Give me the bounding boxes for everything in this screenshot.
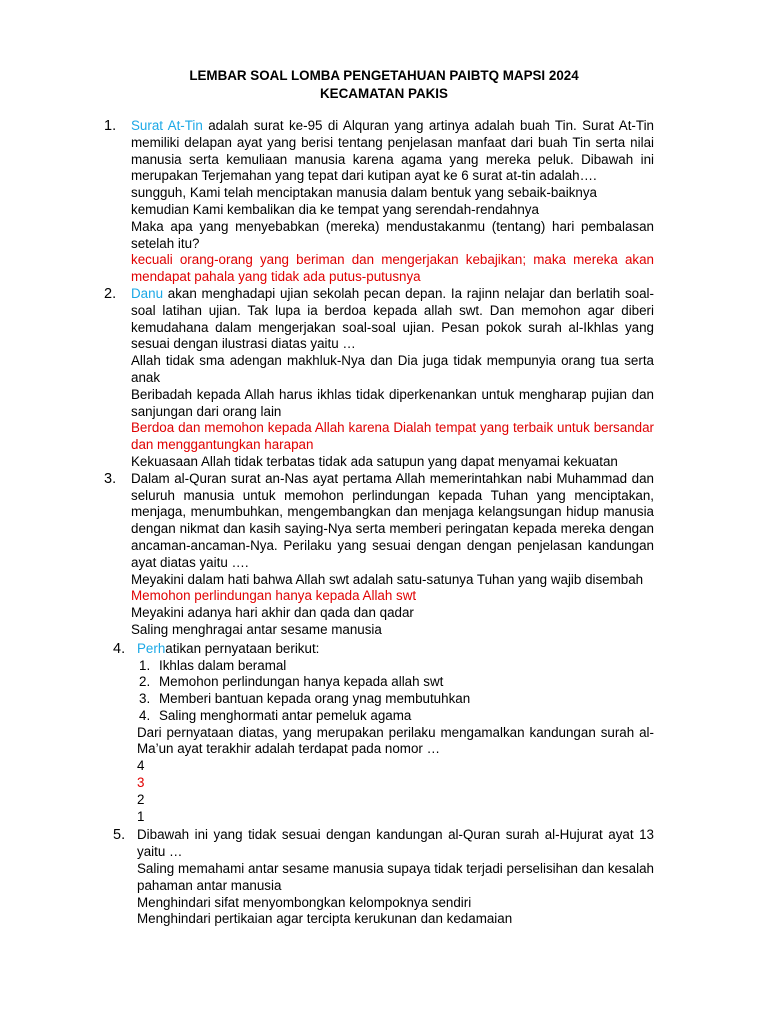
question-4: [104, 641, 654, 826]
question-prompt: Dari pernyataan diatas, yang merupakan perilaku mengamalkan kandungan surah al-Ma’un ayat terakhir adalah terdapat pada nomor …: [137, 724, 654, 757]
question-number: 1.: [104, 118, 117, 134]
question-text: Dibawah ini yang tidak sesuai dengan kandungan al-Quran surah al-Hujurat ayat 13 yaitu …: [137, 827, 654, 860]
option: Menghindari sifat menyombongkan kelompoknya sendiri: [137, 894, 472, 910]
option: Saling memahami antar sesame manusia supaya tidak terjadi perselisihan dan kesalah pahaman antar manusia: [137, 861, 654, 893]
option: 4: [137, 758, 145, 774]
question-number: 4.: [113, 640, 126, 657]
option: Meyakini dalam hati bahwa Allah swt adalah satu-satunya Tuhan yang wajib disembah: [131, 571, 644, 587]
question-5: [104, 827, 654, 928]
option: kemudian Kami kembalikan dia ke tempat yang serendah-rendahnya: [131, 201, 539, 217]
option: 1: [137, 808, 145, 824]
statement: 2. Memohon perlindungan hanya kepada allah swt: [139, 674, 444, 690]
option-correct: 3: [137, 775, 145, 791]
highlighted-term: Perh: [137, 640, 166, 656]
option: Meyakini adanya hari akhir dan qada dan qadar: [131, 605, 414, 621]
option-correct: Berdoa dan memohon kepada Allah karena Dialah tempat yang terbaik untuk bersandar dan menggantungkan harapan: [131, 420, 654, 453]
option: Maka apa yang menyebabkan (mereka) mendustakanmu (tentang) hari pembalasan setelah itu?: [131, 218, 654, 251]
option: 2: [137, 791, 145, 807]
option: Beribadah kepada Allah harus ikhlas tidak diperkenankan untuk mengharap pujian dan sanjungan dari orang lain: [131, 386, 654, 419]
document-title: [0, 67, 768, 102]
option: sungguh, Kami telah menciptakan manusia dalam bentuk yang sebaik-baiknya: [131, 185, 597, 201]
question-text: Dalam al-Quran surat an-Nas ayat pertama Allah memerintahkan nabi Muhammad dan seluruh manusia untuk memohon perlindungan kepada Tuhan yang menciptakan, menjaga, menumbuhkan, mengembangkan dan menjaga kelangsungan hidup manusia dengan nikmat dan kasih saying-Nya serta memberi peringatan kepada mereka dengan ancaman-ancaman-Nya. Perilaku yang sesuai dengan dengan penjelasan kandungan ayat diatas yaitu ….: [131, 470, 654, 570]
question-1: [104, 118, 654, 286]
question-text: Surat At-Tin adalah surat ke-95 di Alquran yang artinya adalah buah Tin. Surat At-Tin memiliki delapan ayat yang berisi tentang penjelasan manfaat dari buah Tin serta nilai manusia serta kemuliaan manusia karena agama yang mereka peluk. Dibawah ini merupakan Terjemahan yang tepat dari kutipan ayat ke 6 surat at-tin adalah….: [131, 118, 654, 184]
question-2: [104, 286, 654, 471]
question-number: 3.: [104, 470, 117, 487]
statement: 3. Memberi bantuan kepada orang ynag membutuhkan: [139, 691, 471, 707]
highlighted-term: Surat At-Tin: [131, 118, 203, 133]
title-line-1: LEMBAR SOAL LOMBA PENGETAHUAN PAIBTQ MAPSI 2024: [189, 68, 579, 83]
title-line-2: KECAMATAN PAKIS: [320, 85, 448, 101]
option: Menghindari pertikaian agar tercipta kerukunan dan kedamaian: [137, 911, 513, 927]
question-3: [104, 471, 654, 639]
statement: 4. Saling menghormati antar pemeluk agama: [139, 707, 412, 723]
question-text: Perhatikan pernyataan berikut:: [137, 640, 320, 656]
option: Kekuasaan Allah tidak terbatas tidak ada satupun yang dapat menyamai kekuatan: [131, 453, 618, 469]
option-correct: kecuali orang-orang yang beriman dan mengerjakan kebajikan; maka mereka akan mendapat pahala yang tidak ada putus-putusnya: [131, 252, 654, 285]
question-list: [104, 118, 654, 928]
highlighted-term: Danu: [131, 285, 164, 301]
option: Saling menghragai antar sesame manusia: [131, 621, 382, 637]
statement: 1. Ikhlas dalam beramal: [139, 657, 287, 673]
option: Allah tidak sma adengan makhluk-Nya dan Dia juga tidak mempunyia orang tua serta anak: [131, 353, 654, 385]
option-correct: Memohon perlindungan hanya kepada Allah swt: [131, 588, 417, 604]
question-text: Danu akan menghadapi ujian sekolah pecan depan. Ia rajinn nelajar dan berlatih soal-soal latihan ujian. Tak lupa ia berdoa kepada allah swt. Dan memohon agar diberi kemudahana dalam mengerjakan soal-soal ujian. Pesan pokok surah al-Ikhlas yang sesuai dengan ilustrasi diatas yaitu …: [131, 285, 654, 352]
question-number: 5.: [113, 827, 126, 844]
question-number: 2.: [104, 285, 117, 302]
